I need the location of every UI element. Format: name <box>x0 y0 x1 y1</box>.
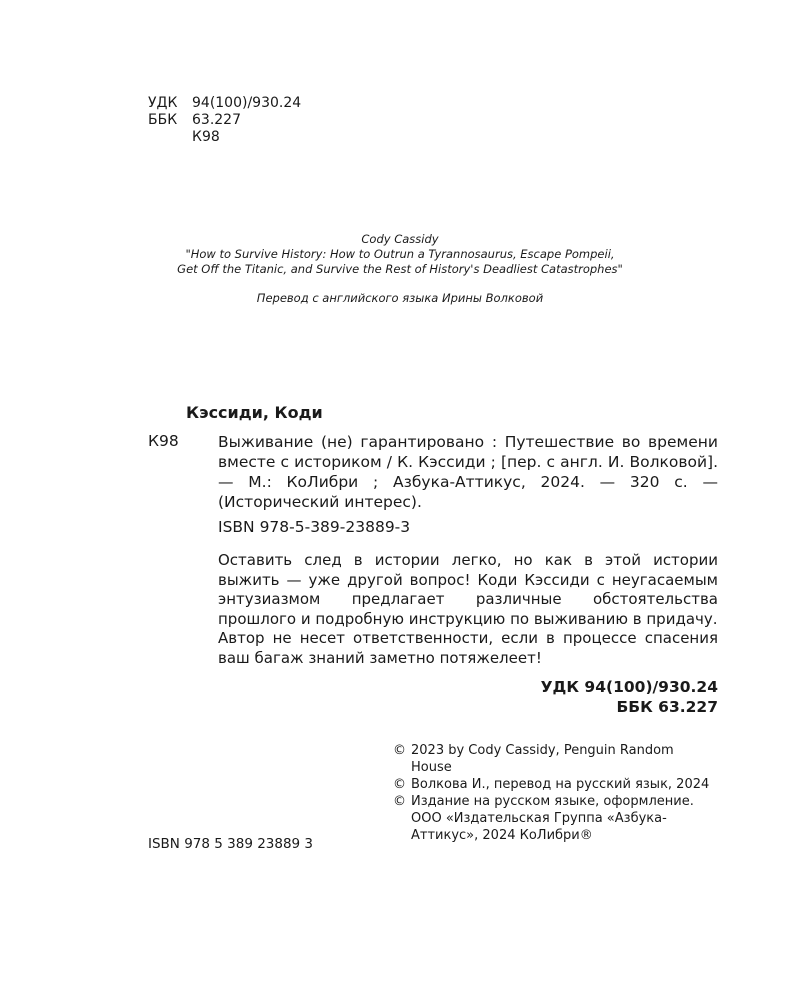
record-author: Кэссиди, Коди <box>186 403 323 422</box>
original-title-block <box>150 232 650 306</box>
copyright-line-2: Волкова И., перевод на русский язык, 2024 <box>411 777 710 792</box>
udk-bottom: УДК 94(100)/930.24 <box>540 678 718 696</box>
isbn-bottom: ISBN 978 5 389 23889 3 <box>148 836 314 852</box>
copyright-block <box>393 742 713 844</box>
original-title-line-2: Get Off the Titanic, and Survive the Rest of History's Deadliest Catastrophes" <box>177 262 623 276</box>
copyright-symbol: © <box>393 777 406 792</box>
copyright-line-1: 2023 by Cody Cassidy, Penguin Random House <box>411 743 674 775</box>
classification-bottom <box>541 677 718 717</box>
annotation-paragraph-2: Автор не несет ответственности, если в процессе спасения ваш багаж знаний заметно потяжелеет! <box>218 629 718 667</box>
copyright-line-3: Издание на русском языке, оформление. ООО «Издательская Группа «Азбука-Аттикус», 2024 КоЛибри® <box>411 794 694 843</box>
annotation-paragraph-1: Оставить след в истории легко, но как в этой истории выжить — уже другой вопрос! Коди Кэссиди с неугасаемым энтузиазмом предлагает различные обстоятельства прошлого и подробную инструкцию по выживанию в придачу. <box>218 551 718 628</box>
udk-value: 94(100)/930.24 <box>192 95 302 111</box>
original-title-line-1: "How to Survive History: How to Outrun a Tyrannosaurus, Escape Pompeii, <box>185 247 615 261</box>
bbk-label: ББК <box>148 112 178 128</box>
record-isbn: ISBN 978-5-389-23889-3 <box>218 518 411 536</box>
copyright-symbol: © <box>393 794 406 809</box>
annotation <box>218 551 718 668</box>
bbk-row <box>148 112 301 129</box>
copyright-item-2 <box>393 776 713 793</box>
bbk-value: 63.227 <box>192 112 241 128</box>
classification-block <box>148 95 301 146</box>
translator-credit: Перевод с английского языка Ирины Волковой <box>256 291 544 305</box>
author-mark: К98 <box>192 129 220 145</box>
original-author: Cody Cassidy <box>361 232 439 246</box>
record-mark: К98 <box>148 432 179 450</box>
record-description: Выживание (не) гарантировано : Путешествие во времени вместе с историком / К. Кэссиди ; [пер. с англ. И. Волковой]. — М.: КоЛибри ; Азбука-Аттикус, 2024. — 320 с. — (Исторический интерес). <box>218 433 718 511</box>
bbk-bottom: ББК 63.227 <box>616 698 718 716</box>
udk-row <box>148 95 301 112</box>
udk-label: УДК <box>148 95 178 111</box>
copyright-item-1 <box>393 742 713 776</box>
author-mark-row <box>148 129 301 146</box>
copyright-item-3 <box>393 793 713 844</box>
copyright-symbol: © <box>393 743 406 758</box>
